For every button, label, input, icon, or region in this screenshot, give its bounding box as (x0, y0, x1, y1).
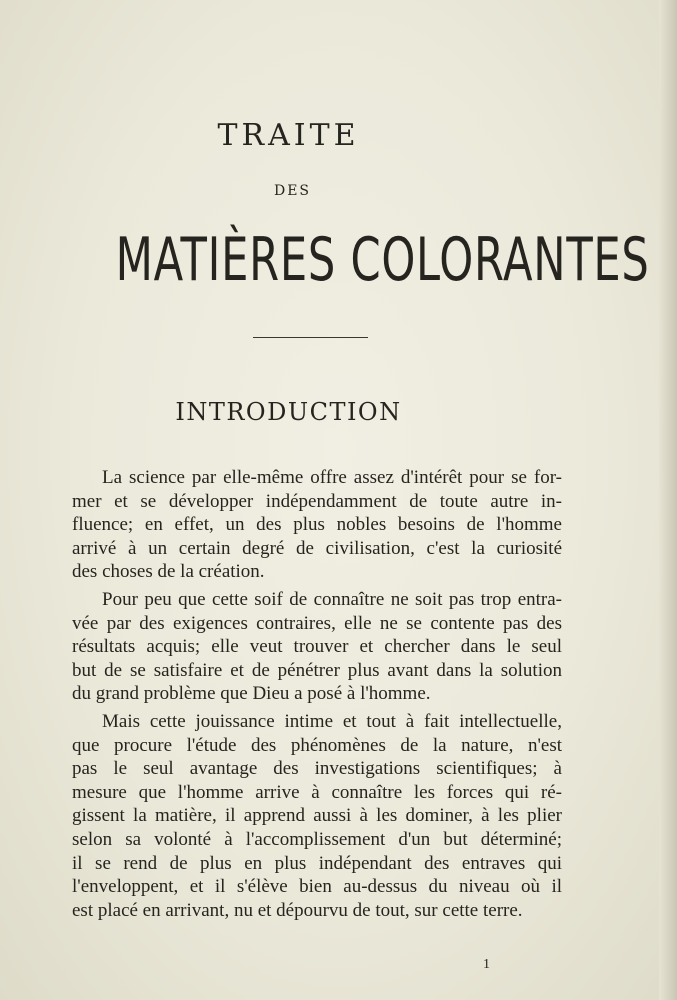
text-line: mesure que l'homme arrive à connaître les forces qui ré- (72, 781, 562, 803)
text-line: gissent la matière, il apprend aussi à les dominer, à les plier (72, 805, 562, 827)
text-line: il se rend de plus en plus indépendant des entraves qui (72, 852, 562, 874)
text-line: pas le seul avantage des investigations scientifiques; à (72, 758, 562, 780)
text-line: des choses de la création. (72, 561, 265, 583)
paragraph-2 (72, 588, 562, 706)
text-line: fluence; en effet, un des plus nobles besoins de l'homme (72, 514, 562, 536)
text-line: mer et se développer indépendamment de toute autre in- (72, 490, 562, 512)
text-line: est placé en arrivant, nu et dépourvu de tout, sur cette terre. (72, 899, 523, 921)
page-binding-shadow (659, 0, 677, 1000)
text-line: du grand problème que Dieu a posé à l'homme. (72, 683, 431, 705)
text-line: Pour peu que cette soif de connaître ne soit pas trop entra- (102, 588, 562, 610)
text-line: arrivé à un certain degré de civilisation, c'est la curiosité (72, 537, 562, 559)
text-line: vée par des exigences contraires, elle ne se contente pas des (72, 612, 562, 634)
title-divider (253, 337, 368, 338)
text-line: l'enveloppent, et il s'élève bien au-dessus du niveau où il (72, 876, 562, 898)
text-line: La science par elle-même offre assez d'intérêt pour se for- (102, 467, 562, 488)
title-des: DES (273, 183, 312, 199)
paragraph-1 (72, 466, 562, 584)
title-main: MATIÈRES COLORANTES (115, 225, 650, 295)
paragraph-3 (72, 710, 562, 922)
text-line: but de se satisfaire et de pénétrer plus avant dans la solution (72, 659, 562, 681)
section-heading: INTRODUCTION (175, 398, 402, 426)
title-traite: TRAITE (217, 118, 360, 153)
page-number: 1 (483, 957, 490, 972)
text-line: que procure l'étude des phénomènes de la nature, n'est (72, 734, 562, 756)
text-line: résultats acquis; elle veut trouver et chercher dans le seul (72, 636, 562, 658)
body-text (72, 466, 562, 922)
text-line: selon sa volonté à l'accomplissement d'un but déterminé; (72, 828, 562, 850)
text-line: Mais cette jouissance intime et tout à fait intellectuelle, (102, 710, 562, 732)
